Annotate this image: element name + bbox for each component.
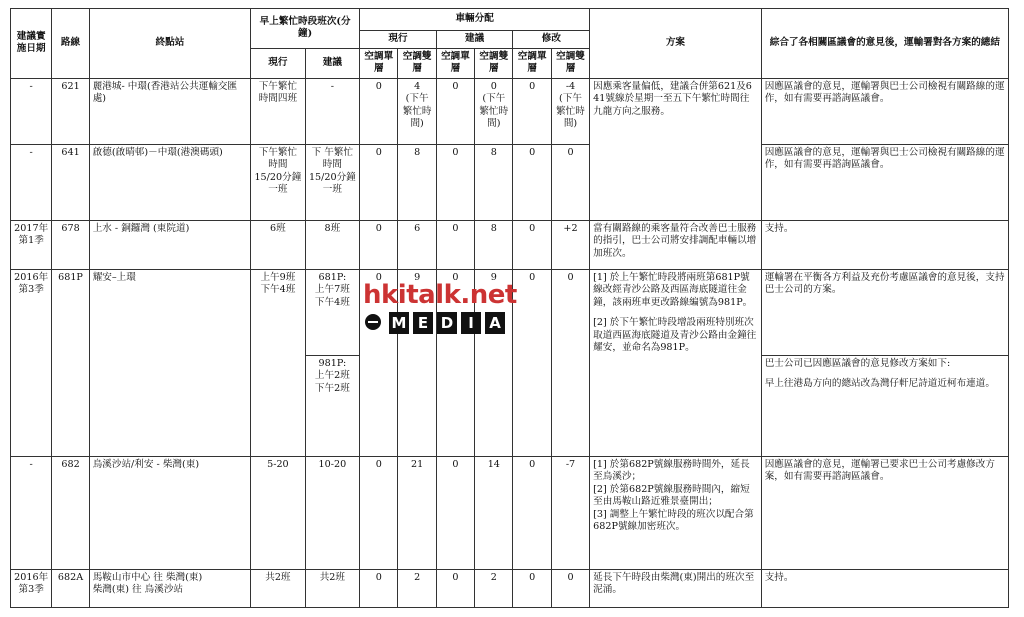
media-letter: M	[389, 312, 409, 334]
watermark-media	[363, 312, 509, 334]
cell-change-double: 0	[551, 144, 589, 220]
header-single: 空調單層	[436, 48, 474, 78]
cell-am-proposed: 10-20	[305, 456, 359, 569]
header-double: 空調雙層	[398, 48, 436, 78]
header-alloc-change: 修改	[513, 31, 590, 49]
cell-current-double: 8	[398, 144, 436, 220]
cell-date: -	[11, 456, 52, 569]
cell-current-double: 4 (下午繁忙時間)	[398, 78, 436, 144]
cell-plan: 因應乘客量偏低，建議合併第621及641號線於星期一至五下午繁忙時間往九龍方向之服務。	[590, 78, 762, 220]
cell-am-current: 下午繁忙時間四班	[251, 78, 305, 144]
cell-am-proposed-681p: 681P: 上午7班 下午4班	[305, 269, 359, 355]
cell-summary: 因應區議會的意見，運輸署與巴士公司檢視有關路線的運作，如有需要再諮詢區議會。	[761, 78, 1008, 144]
cell-plan	[590, 269, 762, 456]
cell-change-double: -4 (下午繁忙時間)	[551, 78, 589, 144]
cell-current-double: 21	[398, 456, 436, 569]
cell-route: 682A	[52, 569, 89, 607]
media-letter: E	[413, 312, 433, 334]
watermark	[363, 280, 517, 336]
cell-summary: 因應區議會的意見，運輸署已要求巴士公司考慮修改方案，如有需要再諮詢區議會。	[761, 456, 1008, 569]
header-alloc: 車輛分配	[360, 9, 590, 31]
plan-item-2: [2] 於下午繁忙時段增設兩班特別班次取道西區海底隧道及青沙公路由金鐘往耀安，並命名為981P。	[593, 317, 757, 353]
cell-proposed-single: 0	[436, 220, 474, 269]
media-logo-icon	[365, 314, 381, 330]
cell-summary	[761, 355, 1008, 456]
header-alloc-proposed: 建議	[436, 31, 513, 49]
cell-current-single: 0	[360, 220, 398, 269]
cell-date: -	[11, 78, 52, 144]
cell-proposed-single: 0	[436, 569, 474, 607]
watermark-site	[363, 280, 517, 310]
cell-am-current: 下午繁忙時間 15/20分鐘一班	[251, 144, 305, 220]
header-route: 路線	[52, 9, 89, 79]
cell-change-single: 0	[513, 78, 551, 144]
cell-proposed-double: 2	[475, 569, 513, 607]
cell-proposed-single: 0	[436, 144, 474, 220]
cell-am-current: 共2班	[251, 569, 305, 607]
cell-terminus: 麗港城- 中環(香港站公共運輸交匯處)	[89, 78, 250, 144]
cell-am-proposed-981p: 981P: 上午2班 下午2班	[305, 355, 359, 456]
cell-route: 682	[52, 456, 89, 569]
header-alloc-current: 現行	[360, 31, 437, 49]
header-plan: 方案	[590, 9, 762, 79]
cell-current-single: 0	[360, 456, 398, 569]
cell-current-double: 2	[398, 569, 436, 607]
table-row	[11, 569, 1009, 607]
cell-summary: 支持。	[761, 569, 1008, 607]
table-row	[11, 144, 1009, 220]
header-am-proposed: 建議	[305, 48, 359, 78]
cell-change-single: 0	[513, 144, 551, 220]
cell-proposed-single: 0	[436, 456, 474, 569]
cell-change-double: -7	[551, 456, 589, 569]
media-letter: I	[461, 312, 481, 334]
cell-change-single: 0	[513, 569, 551, 607]
cell-change-double: 0	[551, 569, 589, 607]
header-am-current: 現行	[251, 48, 305, 78]
header-single: 空調單層	[513, 48, 551, 78]
cell-current-single: 0	[360, 144, 398, 220]
header-summary: 綜合了各相關區議會的意見後，運輸署對各方案的總結	[761, 9, 1008, 79]
cell-date: -	[11, 144, 52, 220]
cell-proposed-double: 0 (下午繁忙時間)	[475, 78, 513, 144]
cell-date: 2017年第1季	[11, 220, 52, 269]
cell-route: 681P	[52, 269, 89, 456]
header-double: 空調雙層	[551, 48, 589, 78]
table-row	[11, 220, 1009, 269]
cell-am-current: 5-20	[251, 456, 305, 569]
header-am-peak: 早上繁忙時段班次(分鐘)	[251, 9, 360, 49]
summary-line-2: 早上往港島方向的總站改為灣仔軒尼詩道近柯布連道。	[764, 378, 995, 389]
cell-proposed-single: 0	[436, 78, 474, 144]
cell-am-current: 上午9班 下午4班	[251, 269, 305, 456]
cell-current-double: 6	[398, 220, 436, 269]
cell-plan: 延長下午時段由柴灣(東)開出的班次至泥涌。	[590, 569, 762, 607]
cell-proposed-single: 0	[436, 269, 474, 456]
cell-am-proposed: -	[305, 78, 359, 144]
plan-item-1: [1] 於上午繁忙時段將兩班第681P號線改經青沙公路及西區海底隧道往金鐘，該兩班車更改路線編號為981P。	[593, 271, 753, 308]
cell-current-single: 0	[360, 78, 398, 144]
cell-proposed-double: 8	[475, 144, 513, 220]
cell-proposed-double: 14	[475, 456, 513, 569]
cell-plan: [1] 於第682P號線服務時間外，延長至烏溪沙； [2] 於第682P號線服務時間內，縮短至由馬鞍山路近雅景臺開出； [3] 調整上午繁忙時段的班次以配合第682P號線加密班次。	[590, 456, 762, 569]
cell-terminus: 烏溪沙站/利安 - 柴灣(東)	[89, 456, 250, 569]
table-row	[11, 78, 1009, 144]
cell-date: 2016年第3季	[11, 269, 52, 456]
cell-terminus: 啟德(啟晴邨)－中環(港澳碼頭)	[89, 144, 250, 220]
cell-am-proposed: 共2班	[305, 569, 359, 607]
cell-summary: 運輸署在平衡各方利益及充份考慮區議會的意見後，支持巴士公司的方案。	[761, 269, 1008, 355]
cell-proposed-double: 9	[475, 269, 513, 456]
cell-am-proposed: 8班	[305, 220, 359, 269]
header-terminus: 終點站	[89, 9, 250, 79]
header-double: 空調雙層	[475, 48, 513, 78]
cell-plan: 當有關路線的乘客量符合改善巴士服務的指引，巴士公司將安排調配車輛以增加班次。	[590, 220, 762, 269]
media-letter: A	[485, 312, 505, 334]
media-letter: D	[437, 312, 457, 334]
cell-summary: 因應區議會的意見，運輸署與巴士公司檢視有關路線的運作，如有需要再諮詢區議會。	[761, 144, 1008, 220]
header-date: 建議實施日期	[11, 9, 52, 79]
cell-am-current: 6班	[251, 220, 305, 269]
cell-current-single: 0	[360, 569, 398, 607]
cell-route: 621	[52, 78, 89, 144]
cell-change-single: 0	[513, 269, 551, 456]
cell-change-double: 0	[551, 269, 589, 456]
cell-change-double: +2	[551, 220, 589, 269]
cell-current-single: 0	[360, 269, 398, 456]
cell-route: 641	[52, 144, 89, 220]
table-row	[11, 456, 1009, 569]
cell-summary: 支持。	[761, 220, 1008, 269]
cell-terminus: 耀安–上環	[89, 269, 250, 456]
cell-route: 678	[52, 220, 89, 269]
cell-terminus: 馬鞍山市中心 往 柴灣(東) 柴灣(東) 往 烏溪沙站	[89, 569, 250, 607]
cell-current-double: 9	[398, 269, 436, 456]
summary-line-1: 巴士公司已因應區議會的意見修改方案如下:	[764, 357, 951, 369]
cell-proposed-double: 8	[475, 220, 513, 269]
cell-change-single: 0	[513, 456, 551, 569]
header-single: 空調單層	[360, 48, 398, 78]
cell-terminus: 上水 - 銅鑼灣 (東院道)	[89, 220, 250, 269]
watermark-site-text: hkitalk.net	[363, 280, 517, 310]
cell-date: 2016年第3季	[11, 569, 52, 607]
cell-am-proposed: 下 午繁忙時間 15/20分鐘一班	[305, 144, 359, 220]
cell-change-single: 0	[513, 220, 551, 269]
